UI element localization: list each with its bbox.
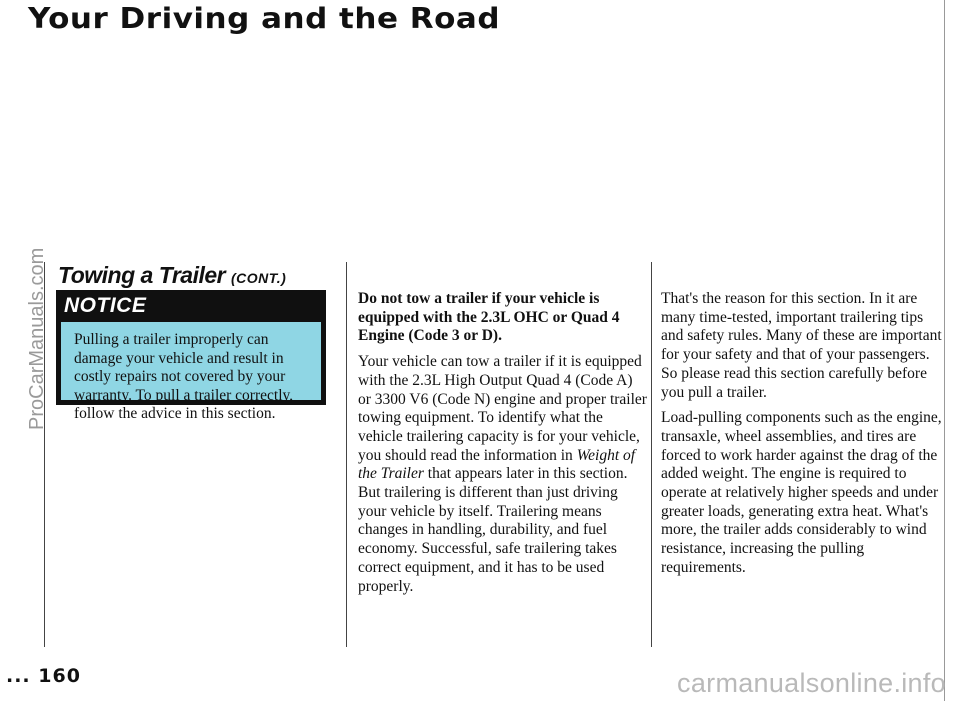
bottom-watermark: carmanualsonline.info — [677, 668, 946, 698]
section-heading-text: Towing a Trailer — [58, 262, 226, 288]
notice-box — [56, 290, 326, 422]
side-watermark: ProCarManuals.com — [26, 247, 48, 430]
middle-column — [358, 290, 648, 603]
para-text: Your vehicle can tow a trailer if it is equipped with the 2.3L High Output Quad 4 (Code A) or 3300 V6 (Code N) engine and proper trailer towing equipment. To identify what the vehicle trailering capacity is for your vehicle, you should read the information in — [358, 353, 647, 464]
para-text: that appears later in this section. But trailering is different than just driving your vehicle by itself. Trailering means changes in handling, durability, and fuel economy. Successful, safe trailering takes correct equipment, and it has to be used properly. — [358, 465, 628, 595]
notice-title: NOTICE — [64, 294, 147, 317]
warning-lead: Do not tow a trailer if your vehicle is equipped with the 2.3L OHC or Quad 4 Engine (Code 3 or D). — [358, 290, 620, 345]
notice-body: Pulling a trailer improperly can damage your vehicle and result in costly repairs not covered by your warranty. To pull a trailer correctly, follow the advice in this section. — [61, 322, 321, 400]
right-edge-rule — [944, 0, 945, 701]
section-heading — [58, 262, 286, 289]
reason-paragraph: That's the reason for this section. In it are many time-tested, important trailering tips and safety rules. Many of these are important for your safety and that of your passengers. So please read this section carefully before you pull a trailer. — [661, 290, 942, 401]
middle-column-rule — [346, 262, 347, 647]
right-column-rule — [651, 262, 652, 647]
components-paragraph: Load-pulling components such as the engine, transaxle, wheel assemblies, and tires are forced to work harder against the drag of the added weight. The engine is required to operate at relatively higher speeds and under greater loads, generating extra heat. What's more, the trailer adds considerably to wind resistance, increasing the pulling requirements. — [661, 409, 942, 576]
page-title: Your Driving and the Road — [28, 2, 501, 36]
section-reference: Weight of the Trailer — [358, 446, 636, 483]
towing-capacity-paragraph — [358, 353, 648, 596]
section-heading-suffix: (CONT.) — [231, 270, 287, 286]
right-column — [661, 290, 944, 585]
page-number: ... 160 — [6, 665, 81, 687]
